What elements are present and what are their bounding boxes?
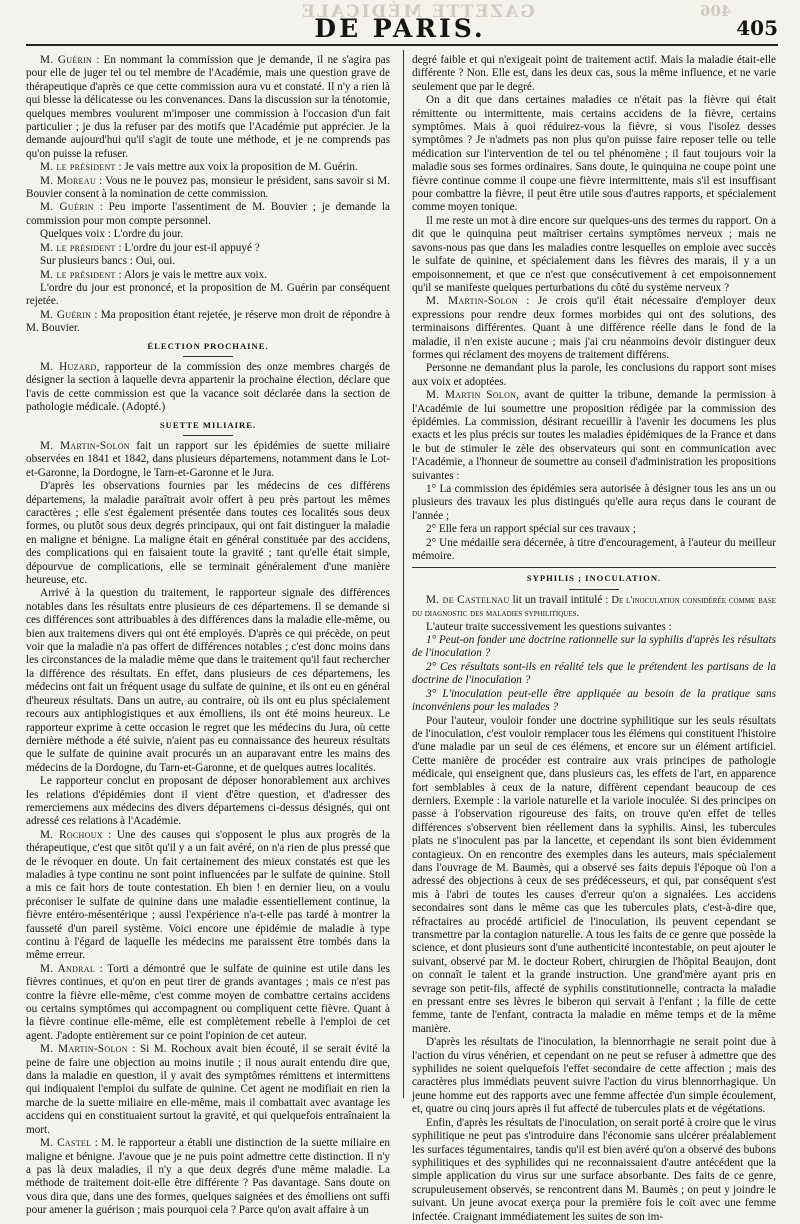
speech-text: , rapporteur de la commission des onze membres chargés de désigner la section à laquelle devra appartenir la prochaine élection, déclare que l'avis de cette commission est que la vacance soit déclarée dans la section de pathologie médicale. (Adopté.): [26, 360, 390, 414]
speaker-name: M. Castel: [40, 1137, 92, 1150]
paragraph: Arrivé à la question du traitement, le rapporteur signale des différences notables dans les résultats entre plusieurs de ces départemens. Il se demande si ces différences sont attribuables à des différences dans la maladie elle-même, ou bien aux traitemens divers qui ont été employés. D'après ce qui précède, on peut voir que la maladie n'a pas offert de différences notables ; c'est donc moins dans les circonstances de la maladie même que dans le traitement qu'il faut rechercher la différence des résultats. En effet, dans plusieurs de ces départemens, les médecins ont fait un fréquent usage du sulfate de quinine, et ils ont eu en général d'heureux résultats. Dans un autre, au contraire, où ils ont eu plus spécialement recours aux antiphlogistiques et aux émolliens, ils ont été moins heureux. Le rapporteur exprime à cette occasion le regret que les médecins du Jura, où cette dernière méthode a été suivie, n'aient pas eu connaissance des heureux résultats que le sulfate de quinine avait procurés un an auparavant entre les mains des médecins de la Dordogne, du Tarn-et-Garonne, et de quelques autres localités.: [26, 587, 390, 774]
right-column: [412, 54, 777, 1223]
paragraph: [26, 963, 390, 1043]
section-heading: SYPHILIS ; INOCULATION.: [526, 573, 662, 584]
paragraph: [26, 440, 390, 480]
paragraph: [26, 1043, 390, 1137]
section-rule: [183, 356, 233, 357]
left-column: [26, 54, 391, 1217]
speech-text: : Si M. Rochoux avait bien écouté, il se serait évité la peine de faire une objection au moins inutile ; il nous aurait entendu dire que, dans la maladie en question, il y avait des symptômes rémittens et intermittens qui indiquaient l'emploi du sulfate de quinine. Cet agent ne modifiait en rien la marche de la suette miliaire en elle-même, mais il combattait avec avantage les accidens qui en constituaient surtout la gravité, et qui quelquefois entraînaient la mort.: [26, 1043, 390, 1136]
section-rule: [569, 589, 619, 590]
paragraph: [412, 594, 776, 621]
speaker-name: M. le président: [40, 161, 116, 174]
paragraph: [412, 295, 776, 362]
paragraph: Enfin, d'après les résultats de l'inoculation, on serait porté à croire que le virus syphilitique ne peut pas s'introduire dans l'économie sans ulcérer préalablement les surfaces tégumentaires, tandis qu'il est bien avéré qu'on a observé des bubons syphilitiques et des syphilides qui ne reconnaissaient d'autre antécédent que la simple application du virus sur une surface absorbante. Des faits de ce genre, scrupuleusement observés, se rencontrent dans M. Baumès ; on peut y joindre le suivant. Un jeune avocat exerça pour la première fois le coït avec une femme infectée. Craignant immédiatement les suites de son im-: [412, 1116, 776, 1223]
speaker-name: M. Andral: [40, 962, 96, 975]
work-title: De l'inoculation considérée comme base du diagnostic des maladies syphilitiques.: [412, 594, 776, 620]
speech-text: : Je crois qu'il était nécessaire d'employer deux expressions pour rendre deux formes morbides qui ont des solutions, des terminaisons différentes. Quant à une différence réelle dans le fond de la maladie, il n'en existe aucune ; mais j'ai cru néanmoins devoir distinguer deux formes qui réclament des moyens de traitement différens.: [412, 295, 776, 361]
speech-text: : L'ordre du jour est-il appuyé ?: [115, 241, 260, 254]
question-text: 2° Ces résultats sont-ils en réalité tels que le prétendent les partisans de la doctrine de l'inoculation ?: [412, 660, 776, 687]
paragraph: D'après les résultats de l'inoculation, la blennorrhagie ne serait point due à l'action du virus vénérien, et cependant on ne peut se refuser à admettre que des syphilides ne soient quelquefois l'effet secondaire de cette affection ; mais des caractères plus immédiats peuvent suivre l'action du virus blennorrhagique. Un jeune homme eut des rapports avec une femme affectée d'un simple écoulement, et, quatre ou cinq jours après il fut affecté de tubercules plats et de végétations.: [412, 1036, 776, 1116]
paragraph: [26, 242, 390, 255]
header-rule: [26, 44, 778, 46]
paragraph: 2° Une médaille sera décernée, à titre d'encouragement, à l'auteur du meilleur mémoire.: [412, 536, 776, 563]
speech-text: : Je vais mettre aux voix la proposition de M. Guérin.: [115, 161, 358, 174]
paragraph: [26, 161, 390, 174]
paragraph: D'après les observations fournies par les médecins de ces différens départemens, la maladie paraîtrait avoir offert à peu près partout les mêmes caractères ; elle s'est également présentée dans toutes ces localités sous deux formes, ou plutôt sous deux degrés principaux, qui ont fait distinguer la maladie en maligne et bénigne. La maligne était en général constituée par des accidens, des complications qui en faisaient toute la gravité ; tant qu'elle était simple, dépourvue de complications, elle se terminait généralement d'une manière heureuse, etc.: [26, 480, 390, 587]
bleed-through-title: GAZETTE MÉDICALE: [300, 2, 535, 22]
question: [412, 634, 776, 661]
column-divider: [403, 50, 404, 1098]
speaker-name: M. le président: [40, 241, 116, 254]
speaker-name: M. le président: [40, 268, 116, 281]
section-separator: [412, 567, 776, 568]
question-text: 1° Peut-on fonder une doctrine rationnelle sur la syphilis d'après les résultats de l'inoculation ?: [412, 634, 776, 660]
bleed-through-number: 406: [700, 2, 732, 20]
speaker-name: M. Martin-Solon: [40, 439, 130, 452]
paragraph: [26, 175, 390, 202]
paragraph: [26, 54, 390, 161]
speech-text: lit un travail intitulé :: [509, 593, 612, 606]
paragraph: [26, 269, 390, 282]
speech-text: : Peu importe l'assentiment de M. Bouvier ; je demande la commission pour mon compte personnel.: [26, 201, 390, 227]
section-rule: [183, 435, 233, 436]
speech-text: : M. le rapporteur a établi une distinction de la suette miliaire en maligne et bénigne. J'avoue que je ne puis point admettre cette distinction. Il n'y a pas là deux maladies, il n'y a que deux degrés d'une même maladie. La méthode de traitement doit-elle être différente ? Pas davantage. Sans doute on vous dira que, dans une des formes, quelques saignées et des émolliens ont suffi pour amener la guérison ; mais pourquoi cela ? Parce qu'on avait affaire à un: [26, 1137, 390, 1217]
speech-text: fait un rapport sur les épidémies de suette miliaire observées en 1841 et 1842, dans plusieurs départemens, notamment dans le Lot-et-Garonne, la Dordogne, le Tarn-et-Garonne et le Jura.: [26, 439, 390, 479]
paragraph: [26, 829, 390, 963]
paragraph: [26, 361, 390, 415]
paragraph: [26, 1137, 390, 1217]
paragraph: L'auteur traite successivement les questions suivantes :: [426, 620, 672, 633]
speaker-name: M. Rochoux: [40, 828, 103, 841]
paragraph: [26, 201, 390, 228]
paragraph: Il me reste un mot à dire encore sur quelques-uns des termes du rapport. On a dit que le quinquina peut maîtriser certains symptômes nerveux ; mais ne savons-nous pas que dans les maladies contre lesquelles on emploie avec succès le sulfate de quinine, et spécialement dans les fièvres des marais, il y a un empoisonnement, et que ce n'est que consécutivement à cet empoisonnement qu'il se manifeste quelques perturbations du côté du système nerveux ?: [412, 214, 776, 294]
speaker-name: M. Guérin: [40, 201, 94, 214]
paragraph: 1° La commission des épidémies sera autorisée à désigner tous les ans un ou plusieurs des travaux les plus distingués qu'elle aura reçus dans le courant de l'année ;: [412, 483, 776, 522]
speaker-name: M. Martin Solon: [426, 389, 517, 402]
paragraph: 2° Elle fera un rapport spécial sur ces travaux ;: [426, 523, 636, 536]
speech-text: : Vous ne le pouvez pas, monsieur le président, sans savoir si M. Bouvier consent à la nomination de cette commission.: [26, 174, 391, 201]
paragraph: Quelques voix : L'ordre du jour.: [40, 228, 184, 241]
speech-text: : En nommant la commission que je demande, il ne s'agira pas pour elle de juger tel ou tel membre de l'Académie, mais une question grave de thérapeutique d'après ce que cette commission aura vu et constaté. Il n'y a rien là qui blesse la délicatesse ou les convenances. Dans la discussion sur la ténotomie, quelques membres voulurent m'imposer une commission à l'occasion d'un fait particulier ; je dus la refuser par des motifs que l'Académie put apprécier. Je la demande aujourd'hui qu'il s'agit de toute une méthode, et je ne comprends pas qu'on puisse la refuser.: [26, 54, 390, 160]
speaker-name: M. Huzard: [40, 360, 97, 373]
speaker-name: M. Martin-Solon: [40, 1043, 128, 1056]
speech-text: : Alors je vais le mettre aux voix.: [115, 268, 268, 281]
paragraph: degré faible et qui n'exigeait point de traitement actif. Mais la maladie était-elle différente ? Non. Elle est, dans les deux cas, sous la même influence, et ne varie seulement que par le degré.: [412, 54, 776, 93]
section-heading: SUETTE MILIAIRE.: [159, 419, 257, 430]
speaker-name: M. Guérin: [40, 308, 92, 321]
speaker-name: M. Martin-Solon: [426, 295, 518, 308]
question: [412, 661, 776, 688]
paragraph: [26, 309, 390, 336]
page-header-title: DE PARIS.: [314, 14, 486, 43]
paragraph: Pour l'auteur, vouloir fonder une doctrine syphilitique sur les seuls résultats de l'inoculation, c'est vouloir remplacer tous les élémens qui constituent l'histoire d'une maladie par un seul de ces élémens, et encore sur un élément artificiel. Cette manière de procéder est contraire aux vrais principes de pathologie médicale, qui enseignent que, dans plusieurs cas, les effets de l'art, en apparence fort semblables à ceux de la nature, diffèrent cependant beaucoup de ces derniers. Exemple : la variole naturelle et la variole inoculée. Si des principes on passe à l'observation rigoureuse des faits, on trouve qu'en effet de telles différences s'observent bien réellement dans la syphilis. Ainsi, les tubercules plats ne s'inoculent pas par la lancette, et cependant ils sont bien évidemment contagieux. On en rencontre des exemples dans les auteurs, mais spécialement dans l'ouvrage de M. Baumès, qui a observé ses faits depuis l'époque où l'on a adressé des objections à ceux de ses prédécesseurs, et qui, par conséquent s'est mis à l'abri de toutes les causes d'erreur qu'on a signalées. Les accidens secondaires sont dans le même cas que les tubercules plats, c'est-à-dire que, réfractaires au procédé artificiel de l'inoculation, ils peuvent cependant se transmettre par la contagion naturelle. A tous les faits de ce genre que possède la science, et dont plusieurs sont d'une authenticité incontestable, on peut ajouter le suivant, observé par M. le docteur Robert, chirurgien de l'hôpital Beaujon, dont on connaît le talent et la grande instruction. Une grand'mère ayant pris en sevrage son petit-fils, affecté de syphilis constitutionnelle, contracta la maladie en pressant entre ses lèvres le biberon qui servait à l'enfant ; la fille de cette femme, tante de l'enfant, contracta la maladie en même temps et de la même manière.: [412, 714, 776, 1035]
paragraph: [412, 389, 776, 483]
section-heading: ÉLECTION PROCHAINE.: [147, 340, 269, 351]
speaker-name: M. de Castelnau: [426, 593, 510, 606]
speaker-name: M. Guérin: [40, 54, 93, 66]
question: [412, 688, 776, 715]
paragraph: Sur plusieurs bancs : Oui, oui.: [40, 255, 176, 268]
paragraph: L'ordre du jour est prononcé, et la proposition de M. Guérin par conséquent rejetée.: [26, 281, 390, 308]
speech-text: : Une des causes qui s'opposent le plus aux progrès de la thérapeutique, c'est que sitôt qu'il y a un fait avéré, on n'a rien de plus pressé que de le révoquer en doute. Un fait certainement des mieux constatés est que les maladies à type continu ne sont point influencées par le sulfate de quinine. Stoll a mis ce fait hors de toute contestation. Eh bien ! en dernier lieu, on a voulu préconiser le sulfate de quinine dans une maladie essentiellement continue, la fièvre entéro-mésentérique ; aussi l'expérience n'a-t-elle pas tardé à montrer la fausseté d'un pareil système. Voici encore une épidémie de maladie à type continu à l'égard de laquelle les médecins me paraissent être tombés dans la même erreur.: [26, 828, 390, 962]
speech-text: : Torti a démontré que le sulfate de quinine est utile dans les fièvres continues, et qu'on en peut tirer de grands avantages ; mais ce n'est pas contre la fièvre elle-même, c'est comme moyen de combattre certains accidens ou certains symptômes qui accompagnent ou compliquent cette fièvre. Quant à la fièvre continue elle-même, elle est complètement rebelle à l'emploi de cet agent. J'adopte entièrement sur ce point l'opinion de cet auteur.: [26, 962, 390, 1042]
paragraph: Personne ne demandant plus la parole, les conclusions du rapport sont mises aux voix et adoptées.: [412, 362, 776, 388]
question-text: 3° L'inoculation peut-elle être appliquée au besoin de la pratique sans inconvéniens pour les malades ?: [412, 687, 776, 714]
paragraph: On a dit que dans certaines maladies ce n'était pas la fièvre qui était rémittente ou intermittente, mais certains accidens de la fièvre, certains symptômes. Mais à quoi réduirez-vous la fièvre, si vous l'isolez desses symptômes ? Je n'admets pas non plus qu'on puisse faire reposer telle ou telle médication sur l'intervention de tel ou tel phénomène ; il faut toujours voir la maladie sous ses formes ordinaires. Sans doute, le quinquina ne coupe point une fièvre continue comme il coupe une fièvre intermittente, mais s'il est insuffisant pour combattre la fièvre, il peut être utile sous d'autres rapports, et spécialement comme moyen tonique.: [412, 94, 776, 214]
paragraph: Le rapporteur conclut en proposant de déposer honorablement aux archives les relations d'épidémies dont il vient d'être question, et d'adresser des remerciemens aux médecins des divers départemens ci-dessus désignés, qui ont adressé ces relations à l'Académie.: [26, 775, 390, 828]
speech-text: : Ma proposition étant rejetée, je réserve mon droit de répondre à M. Bouvier.: [26, 308, 390, 335]
page-number: 405: [736, 16, 778, 40]
speech-text: , avant de quitter la tribune, demande la permission à l'Académie de lui soumettre une proposition rédigée par la commission des épidémies. La commission, désirant recueillir à l'avenir les documens les plus exacts et les plus précis sur toutes les maladies épidémiques de la France et dans le but de stimuler le zèle des observateurs qui sont en communication avec l'Académie, a l'honneur de soumettre au conseil d'administration les propositions suivantes :: [412, 389, 777, 482]
speaker-name: M. Moreau: [40, 174, 97, 187]
